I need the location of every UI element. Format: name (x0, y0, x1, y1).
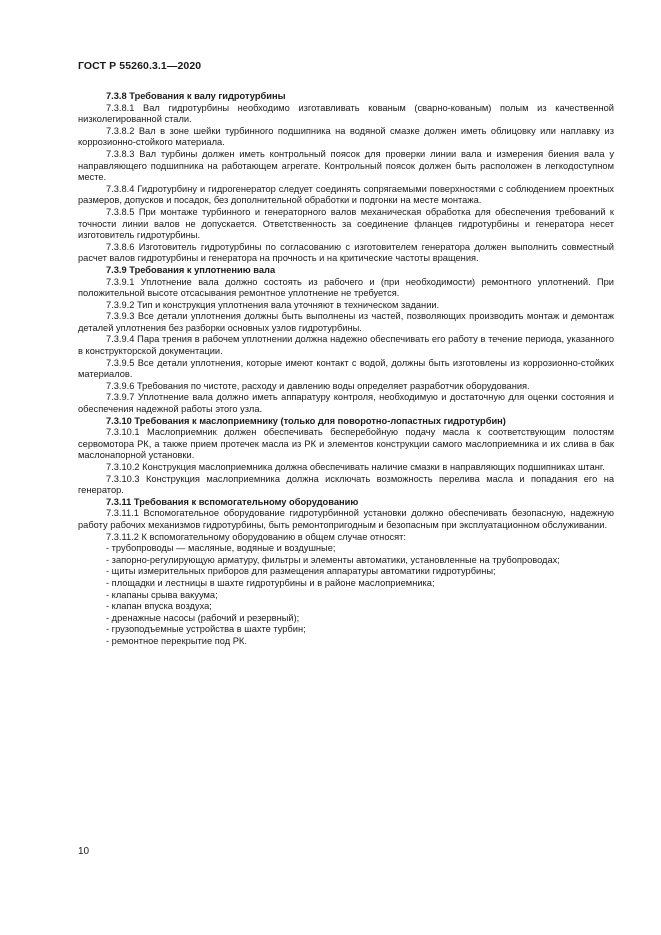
section-heading: 7.3.9 Требования к уплотнению вала (106, 264, 276, 275)
document-header: ГОСТ Р 55260.3.1—2020 (78, 60, 202, 72)
list-item: - щиты измерительных приборов для размещения аппаратуры автоматики гидротурбины; (106, 566, 496, 577)
paragraph: 7.3.8.4 Гидротурбину и гидрогенератор следует соединять сопрягаемыми поверхностями с соблюдением проектных размеров, допусков и посадок, без дополнительной обработки и подгонки на месте монтажа. (78, 183, 614, 206)
list-item: - грузоподъемные устройства в шахте турбин; (106, 624, 306, 635)
list-item: - клапан впуска воздуха; (106, 601, 212, 612)
list-item: - ремонтное перекрытие под РК. (106, 635, 247, 646)
paragraph: 7.3.9.2 Тип и конструкция уплотнения вала уточняют в техническом задании. (106, 299, 440, 310)
paragraph: 7.3.9.3 Все детали уплотнения должны быть выполнены из частей, позволяющих производить монтаж и демонтаж деталей уплотнения без разборки основных узлов гидротурбины. (78, 311, 614, 333)
paragraph: 7.3.10.2 Конструкция маслоприемника должна обеспечивать наличие смазки в направляющих подшипниках штанг. (106, 462, 605, 472)
paragraph: 7.3.11.2 К вспомогательному оборудованию в общем случае относят: (106, 531, 407, 542)
paragraph: 7.3.9.1 Уплотнение вала должно состоять из рабочего и (при необходимости) ремонтного уплотнений. При положительной высоте отсасывания ремонтное уплотнение не требуется. (78, 276, 614, 299)
paragraph: 7.3.9.5 Все детали уплотнения, которые имеют контакт с водой, должны быть изготовлены из коррозионно-стойких материалов. (78, 357, 614, 380)
section-heading: 7.3.8 Требования к валу гидротурбины (106, 91, 286, 101)
section-heading: 7.3.10 Требования к маслоприемнику (только для поворотно-лопастных гидротурбин) (106, 415, 506, 426)
list-item: - дренажные насосы (рабочий и резервный); (106, 612, 300, 623)
paragraph: 7.3.9.7 Уплотнение вала должно иметь аппаратуру контроля, необходимую и достаточную для оценки состояния и обеспечения надежной работы этого узла. (78, 392, 614, 415)
list-item: - площадки и лестницы в шахте гидротурбины и в районе маслоприемника; (106, 577, 435, 588)
paragraph: 7.3.11.1 Вспомогательное оборудование гидротурбинной установки должно обеспечивать безопасную, надежную работу рабочих механизмов гидротурбины, быть ремонтопригодным и безопасным при эксплуатационном обслуживании. (78, 508, 614, 530)
list-item: - трубопроводы — масляные, водяные и воздушные; (106, 543, 336, 554)
list-item: - запорно-регулирующую арматуру, фильтры и элементы автоматики, установленные на трубопроводах; (106, 554, 560, 565)
list-item: - клапаны срыва вакуума; (106, 589, 218, 600)
document-body (78, 91, 614, 648)
paragraph: 7.3.8.3 Вал турбины должен иметь контрольный поясок для проверки линии вала и измерения биения вала у направляющего подшипника на работающем агрегате. Контрольный поясок должен быть расположен в легкодоступном месте. (78, 148, 614, 183)
page-number: 10 (78, 846, 90, 857)
paragraph: 7.3.10.3 Конструкция маслоприемника должна исключать возможность перелива масла и попадания его на генератор. (78, 473, 614, 496)
paragraph: 7.3.9.6 Требования по чистоте, расходу и давлению воды определяет разработчик оборудования. (106, 380, 530, 391)
paragraph: 7.3.10.1 Маслоприемник должен обеспечивать бесперебойную подачу масла к соответствующим полостям сервомотора РК, а также прием протечек масла из РК и элементов конструкции самого маслоприемника и их слива в бак маслонапорной установки. (78, 427, 614, 461)
paragraph: 7.3.9.4 Пара трения в рабочем уплотнении должна надежно обеспечивать его работу в течение периода, указанного в конструкторской документации. (78, 334, 614, 357)
paragraph: 7.3.8.6 Изготовитель гидротурбины по согласованию с изготовителем генератора должен выполнить совместный расчет валов гидротурбины и генератора на прочность и на критические частоты вращения. (78, 241, 614, 264)
section-heading: 7.3.11 Требования к вспомогательному оборудованию (106, 496, 359, 507)
paragraph: 7.3.8.2 Вал в зоне шейки турбинного подшипника на водяной смазке должен иметь облицовку или наплавку из коррозионно-стойкого материала. (78, 125, 614, 148)
paragraph: 7.3.8.1 Вал гидротурбины необходимо изготавливать кованым (сварно-кованым) полым из качественной низколегированной стали. (78, 102, 614, 125)
paragraph: 7.3.8.5 При монтаже турбинного и генераторного валов механическая обработка для обеспечения требований к точности линии валов не допускается. Ответственность за соединение фланцев гидротурбины и генератора несет изготовитель гидротурбины. (78, 206, 614, 241)
